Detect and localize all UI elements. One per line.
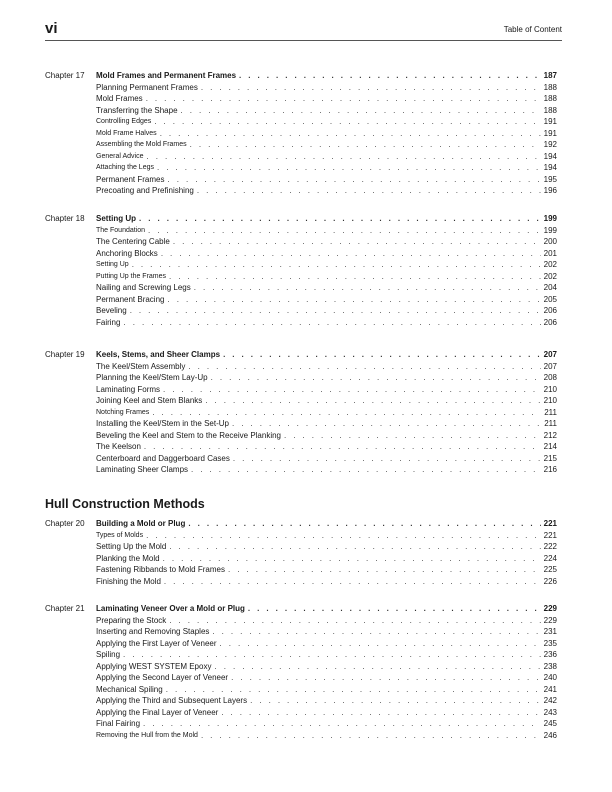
toc-entry-row [45,317,557,329]
toc-entry [96,128,557,140]
toc-entry-row [45,707,557,719]
chapter-label: Chapter 18 [45,214,85,223]
entry-title: Controlling Edges [96,118,152,125]
entry-title: Setting Up the Mold [96,542,167,551]
toc-entry-row [45,139,557,151]
toc-entry [96,626,557,638]
toc-entry-row [45,259,557,271]
toc-entry [96,518,557,530]
toc-entry [96,236,557,248]
toc-entry [96,162,557,174]
entry-title: Installing the Keel/Stem in the Set-Up [96,419,229,428]
dot-leader [233,453,541,465]
dot-leader [201,730,541,742]
entry-page-number: 229 [543,604,557,613]
toc-entry [96,225,557,237]
dot-leader [161,248,541,260]
dot-leader [190,139,541,151]
entry-page-number: 207 [543,361,557,371]
toc-entry [96,564,557,576]
dot-leader [194,282,541,294]
toc-entry-row [45,225,557,237]
toc-entry [96,185,557,197]
entry-page-number: 195 [543,174,557,184]
entry-page-number: 204 [543,283,557,292]
toc-entry-row [45,464,557,476]
entry-title: Applying the First Layer of Veneer [96,638,217,648]
entry-title: Building a Mold or Plug [96,519,186,528]
toc-entry-row [45,730,557,742]
entry-page-number: 221 [543,530,557,540]
chapter-heading-row [45,518,557,530]
toc-entry [96,248,557,260]
toc-entry [96,707,557,719]
toc-entry-row [45,576,557,588]
entry-page-number: 202 [543,271,557,281]
entry-page-number: 245 [543,719,557,728]
toc-entry [96,105,557,117]
entry-title: Applying the Final Layer of Veneer [96,707,219,717]
entry-page-number: 235 [543,638,557,648]
entry-title: Keels, Stems, and Sheer Clamps [96,350,221,359]
entry-title: Spiling [96,650,121,659]
toc-entry [96,672,557,684]
chapter-18-section [45,213,557,328]
toc-entry [96,70,557,82]
toc-entry-row [45,248,557,260]
toc-entry-row [45,441,557,453]
entry-title: The Foundation [96,226,146,234]
entry-page-number: 225 [543,565,557,574]
entry-title: Nailing and Screwing Legs [96,283,191,292]
running-title: Table of Content [503,25,562,34]
part-heading: Hull Construction Methods [45,497,205,511]
entry-page-number: 221 [543,519,557,528]
dot-leader [132,259,541,271]
toc-entry [96,395,557,407]
toc-entry [96,294,557,306]
toc-entry-row [45,128,557,140]
chapter-19-section [45,349,557,476]
entry-title: The Centering Cable [96,237,170,246]
dot-leader [250,695,541,707]
entry-title: Beveling the Keel and Stem to the Receive Planking [96,430,282,440]
entry-page-number: 207 [543,350,557,359]
entry-page-number: 211 [544,407,557,417]
dot-leader [214,661,540,673]
chapter-17-section [45,70,557,197]
entry-title: Inserting and Removing Staples [96,627,210,636]
dot-leader [167,294,540,306]
toc-entry [96,430,557,442]
dot-leader [284,430,541,442]
dot-leader [201,82,541,94]
entry-page-number: 188 [543,82,557,92]
toc-entry [96,603,557,615]
toc-entry [96,695,557,707]
dot-leader [231,672,541,684]
dot-leader [181,105,541,117]
dot-leader [169,541,540,553]
entry-page-number: 194 [543,151,557,161]
dot-leader [130,305,541,317]
dot-leader [152,407,541,419]
dot-leader [188,361,540,373]
entry-page-number: 199 [543,225,557,235]
entry-title: General Advice [96,152,144,160]
chapter-heading-row [45,349,557,361]
toc-entry [96,553,557,565]
toc-entry-row [45,305,557,317]
entry-title: Joining Keel and Stem Blanks [96,396,203,405]
toc-entry [96,282,557,294]
toc-entry [96,174,557,186]
entry-page-number: 242 [543,696,557,705]
entry-page-number: 208 [543,373,557,382]
dot-leader [139,213,541,225]
entry-title: Transferring the Shape [96,105,178,115]
chapter-heading-row [45,603,557,615]
toc-entry-row [45,684,557,696]
entry-page-number: 187 [543,71,557,80]
toc-entry [96,407,557,419]
entry-page-number: 196 [543,186,557,195]
entry-title: Centerboard and Daggerboard Cases [96,453,230,463]
toc-entry-row [45,151,557,163]
entry-page-number: 210 [543,384,557,394]
entry-title: Putting Up the Frames [96,272,167,280]
toc-entry [96,718,557,730]
toc-entry [96,649,557,661]
entry-title: The Keelson [96,442,141,451]
entry-page-number: 191 [543,117,557,126]
toc-entry-row [45,615,557,627]
dot-leader [223,349,541,361]
entry-page-number: 212 [543,430,557,440]
dot-leader [221,707,540,719]
toc-entry [96,441,557,453]
chapter-heading-row [45,70,557,82]
chapter-21-section [45,603,557,741]
entry-title: Applying the Second Layer of Veneer [96,673,229,682]
dot-leader [163,384,541,396]
entry-page-number: 200 [543,237,557,246]
toc-entry-row [45,695,557,707]
toc-entry-row [45,93,557,105]
entry-page-number: 199 [543,214,557,223]
toc-entry [96,361,557,373]
toc-entry-row [45,282,557,294]
entry-title: Setting Up [96,261,129,268]
toc-entry [96,271,557,283]
page-header [45,20,562,41]
toc-entry-row [45,82,557,94]
toc-entry [96,213,557,225]
toc-entry [96,82,557,94]
entry-title: Laminating Sheer Clamps [96,465,189,474]
entry-page-number: 214 [543,442,557,451]
toc-entry [96,349,557,361]
dot-leader [143,718,541,730]
dot-leader [212,626,540,638]
entry-page-number: 205 [543,294,557,304]
toc-entry [96,372,557,384]
dot-leader [148,225,541,237]
entry-title: Precoating and Prefinishing [96,186,194,195]
entry-page-number: 188 [543,105,557,115]
toc-entry-row [45,361,557,373]
entry-page-number: 246 [543,730,557,740]
toc-entry [96,116,557,128]
entry-page-number: 211 [544,419,557,428]
toc-entry-row [45,372,557,384]
toc-entry-row [45,407,557,419]
entry-title: Mold Frames and Permanent Frames [96,71,237,80]
dot-leader [239,70,541,82]
dot-leader [191,464,541,476]
toc-entry [96,139,557,151]
toc-entry [96,418,557,430]
toc-entry-row [45,541,557,553]
entry-title: Fairing [96,317,121,327]
entry-page-number: 226 [543,576,557,586]
entry-title: Laminating Veneer Over a Mold or Plug [96,604,245,613]
toc-entry-row [45,185,557,197]
toc-entry [96,661,557,673]
entry-title: Final Fairing [96,719,141,728]
entry-title: Setting Up [96,214,136,223]
toc-entry [96,615,557,627]
dot-leader [163,553,541,565]
toc-entry [96,730,557,742]
entry-page-number: 194 [543,163,557,172]
dot-leader [146,151,540,163]
entry-title: Planning Permanent Frames [96,82,198,92]
entry-title: Attaching the Legs [96,164,154,171]
chapter-label: Chapter 21 [45,604,85,613]
entry-title: Applying the Third and Subsequent Layers [96,696,248,705]
toc-entry-row [45,294,557,306]
toc-entry [96,93,557,105]
dot-leader [173,236,541,248]
toc-entry-row [45,638,557,650]
toc-entry [96,464,557,476]
toc-entry [96,684,557,696]
entry-page-number: 206 [543,317,557,327]
dot-leader [169,271,541,283]
entry-title: Fastening Ribbands to Mold Frames [96,565,225,574]
toc-entry [96,259,557,271]
entry-page-number: 236 [543,650,557,659]
toc-entry [96,638,557,650]
dot-leader [166,684,541,696]
toc-entry [96,151,557,163]
dot-leader [160,128,541,140]
entry-title: Planking the Mold [96,553,160,563]
dot-leader [228,564,541,576]
toc-entry-row [45,661,557,673]
toc-entry-row [45,162,557,174]
toc-entry-row [45,418,557,430]
entry-page-number: 216 [543,465,557,474]
toc-entry-row [45,174,557,186]
entry-title: Finishing the Mold [96,576,161,586]
chapter-label: Chapter 19 [45,350,85,359]
entry-page-number: 215 [543,453,557,463]
toc-entry [96,317,557,329]
toc-entry [96,453,557,465]
dot-leader [167,174,540,186]
dot-leader [205,395,540,407]
entry-page-number: 192 [543,140,557,149]
entry-title: Mold Frames [96,94,143,103]
entry-title: Beveling [96,306,127,315]
toc-entry-row [45,453,557,465]
entry-page-number: 191 [543,128,557,138]
entry-page-number: 238 [543,661,557,671]
entry-page-number: 243 [543,707,557,717]
dot-leader [232,418,541,430]
entry-title: The Keel/Stem Assembly [96,361,186,371]
toc-entry-row [45,271,557,283]
entry-title: Notching Frames [96,408,150,416]
dot-leader [123,649,541,661]
dot-leader [144,441,541,453]
toc-entry [96,576,557,588]
toc-entry-row [45,384,557,396]
toc-entry [96,530,557,542]
chapter-heading-row [45,213,557,225]
entry-title: Mechanical Spiling [96,684,163,694]
toc-entry-row [45,530,557,542]
entry-page-number: 224 [543,553,557,563]
toc-entry-row [45,116,557,128]
toc-entry [96,541,557,553]
page-number: vi [45,20,58,37]
entry-page-number: 229 [543,615,557,625]
entry-page-number: 202 [543,260,557,269]
dot-leader [188,518,540,530]
toc-entry-row [45,430,557,442]
toc-entry-row [45,236,557,248]
toc-entry-row [45,672,557,684]
toc-entry-row [45,718,557,730]
entry-page-number: 222 [543,542,557,551]
dot-leader [146,530,541,542]
toc-entry-row [45,649,557,661]
chapter-label: Chapter 20 [45,519,85,528]
toc-entry [96,305,557,317]
entry-title: Mold Frame Halves [96,129,157,137]
toc-entry-row [45,564,557,576]
toc-entry [96,384,557,396]
dot-leader [154,116,540,128]
entry-title: Planning the Keel/Stem Lay-Up [96,373,208,382]
dot-leader [197,185,541,197]
entry-title: Laminating Forms [96,384,161,394]
toc-entry-row [45,105,557,117]
entry-page-number: 188 [543,94,557,103]
entry-page-number: 201 [543,248,557,258]
entry-page-number: 206 [543,306,557,315]
entry-title: Applying WEST SYSTEM Epoxy [96,661,212,671]
toc-entry-row [45,395,557,407]
dot-leader [164,576,541,588]
entry-title: Preparing the Stock [96,615,167,625]
entry-title: Anchoring Blocks [96,248,158,258]
entry-page-number: 210 [543,396,557,405]
entry-title: Assembling the Mold Frames [96,141,187,148]
entry-title: Removing the Hull from the Mold [96,731,198,739]
chapter-label: Chapter 17 [45,71,85,80]
dot-leader [220,638,541,650]
chapter-20-section [45,518,557,587]
dot-leader [169,615,540,627]
dot-leader [157,162,541,174]
entry-title: Types of Molds [96,531,144,539]
entry-title: Permanent Bracing [96,294,165,304]
entry-page-number: 231 [543,627,557,636]
entry-title: Permanent Frames [96,174,165,184]
entry-page-number: 240 [543,673,557,682]
dot-leader [123,317,540,329]
toc-entry-row [45,626,557,638]
dot-leader [146,93,541,105]
entry-page-number: 241 [543,684,557,694]
toc-entry-row [45,553,557,565]
dot-leader [211,372,541,384]
dot-leader [248,603,541,615]
